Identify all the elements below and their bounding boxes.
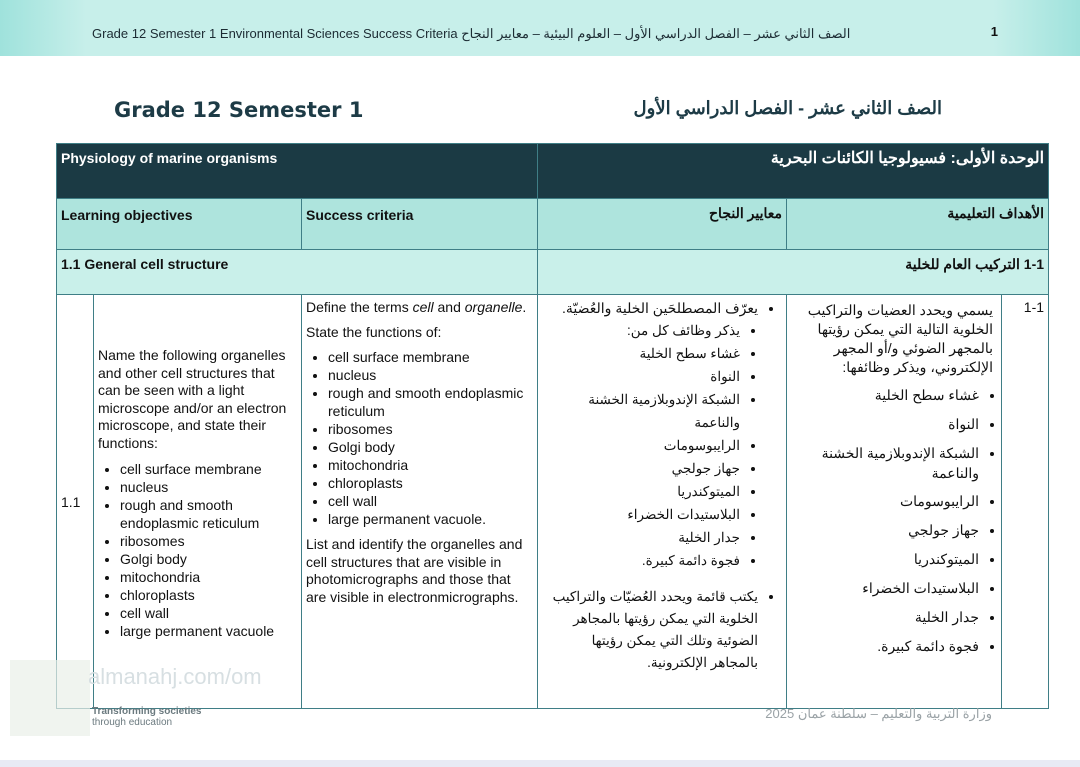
list-item: • الشبكة الإندوبلازمية الخشنة والناعمة <box>795 443 979 483</box>
list-item: • يكتب قائمة ويحدد العُضيّات والتراكيب الخلوية التي يمكن رؤيتها بالمجاهر الضوئية وتلك التي يمكن رؤيتها بالمجاهر الإلكترونية. <box>544 586 758 674</box>
list-item: • فجوة دائمة كبيرة. <box>795 632 979 661</box>
term-organelle: organelle <box>464 299 523 315</box>
lo-ar-list <box>795 381 993 661</box>
sc-ar-cell <box>538 295 787 709</box>
sc-en-list-text: List and identify the organelles and cell structures that are visible in photomicrographs and those that are visible in electronmicrographs. <box>306 536 523 605</box>
list-item: • يذكر وظائف كل من: <box>544 319 740 342</box>
sc-en-cell <box>302 295 538 709</box>
list-item: • large permanent vacuole <box>120 622 297 640</box>
list-item: • جدار الخلية <box>795 603 979 632</box>
ministry-logo <box>10 660 90 736</box>
sc-ar-sublist <box>544 319 780 572</box>
list-item: • cell surface membrane <box>120 460 297 478</box>
lo-en-intro: Name the following organelles and other cell structures that can be seen with a light microscope and/or an electron microscope, and state their functions: <box>98 347 287 451</box>
sc-en-list <box>306 348 533 528</box>
list-item: • جهاز جولجي <box>544 457 740 480</box>
list-item: • الميتوكندريا <box>795 545 979 574</box>
list-item: • rough and smooth endoplasmic reticulum <box>328 384 533 420</box>
section-title-ar: 1-1 التركيب العام للخلية <box>538 250 1049 295</box>
list-item: • الشبكة الإندوبلازمية الخشنة والناعمة <box>544 388 740 434</box>
list-item: • غشاء سطح الخلية <box>795 381 979 410</box>
unit-title-ar: الوحدة الأولى: فسيولوجيا الكائنات البحرية <box>538 144 1049 199</box>
list-item: • nucleus <box>120 478 297 496</box>
header-band <box>0 0 1080 56</box>
sc-ar-list-2 <box>544 586 780 674</box>
list-item: • النواة <box>795 410 979 439</box>
list-item: • rough and smooth endoplasmic reticulum <box>120 496 297 532</box>
tagline-line-2: through education <box>92 717 173 728</box>
section-title-en: 1.1 General cell structure <box>57 250 538 295</box>
list-item: • ribosomes <box>328 420 533 438</box>
list-item: • الرايبوسومات <box>544 434 740 457</box>
lo-ar-intro: يسمي ويحدد العضيات والتراكيب الخلوية التالية التي يمكن رؤيتها بالمجهر الضوئي و/أو المجهر الإلكتروني، ويذكر وظائفها: <box>807 302 993 375</box>
unit-title-en: Physiology of marine organisms <box>57 144 538 199</box>
text: Define the terms <box>306 299 413 315</box>
list-item: • Golgi body <box>120 550 297 568</box>
list-item: • mitochondria <box>120 568 297 586</box>
sc-en-state: State the functions of: <box>306 323 442 340</box>
header-text: Grade 12 Semester 1 Environmental Sciences Success Criteria الصف الثاني عشر – الفصل الدراسي الأول – العلوم البيئية – معايير النجاح <box>92 26 851 41</box>
list-item: • Golgi body <box>328 438 533 456</box>
success-criteria-table <box>56 143 1049 709</box>
text: . <box>522 299 527 315</box>
list-item: • يعرّف المصطلحَين الخلية والعُضيّة. <box>544 297 758 319</box>
col-learning-objectives-ar: الأهداف التعليمية <box>787 199 1049 250</box>
term-cell: cell <box>412 299 434 315</box>
list-item: • فجوة دائمة كبيرة. <box>544 549 740 572</box>
lo-ar-cell <box>787 295 1002 709</box>
list-item: • nucleus <box>328 366 533 384</box>
list-item: • mitochondria <box>328 456 533 474</box>
list-item: • البلاستيدات الخضراء <box>544 503 740 526</box>
row-code-ar: 1-1 <box>1002 295 1049 709</box>
list-item: • cell wall <box>120 604 297 622</box>
list-item: • large permanent vacuole. <box>328 510 533 528</box>
footer-tagline <box>92 706 201 728</box>
list-item: • chloroplasts <box>120 586 297 604</box>
list-item: • الميتوكندريا <box>544 480 740 503</box>
list-item: • chloroplasts <box>328 474 533 492</box>
col-success-criteria-ar: معايير النجاح <box>538 199 787 250</box>
watermark: almanahj.com/om <box>88 664 262 689</box>
list-item: • النواة <box>544 365 740 388</box>
sc-en-define <box>306 299 533 317</box>
page-number: 1 <box>990 24 998 39</box>
row-code-en: 1.1 <box>57 295 94 709</box>
list-item: • جدار الخلية <box>544 526 740 549</box>
lo-en-list <box>98 460 297 640</box>
page-title-en: Grade 12 Semester 1 <box>114 98 364 122</box>
lo-en-cell <box>94 295 302 709</box>
page-title-ar: الصف الثاني عشر - الفصل الدراسي الأول <box>633 98 942 118</box>
list-item: • ribosomes <box>120 532 297 550</box>
list-item: • cell surface membrane <box>328 348 533 366</box>
list-item: • cell wall <box>328 492 533 510</box>
list-item: • غشاء سطح الخلية <box>544 342 740 365</box>
sc-ar-list-main <box>544 297 780 319</box>
tagline-line-1: Transforming societies <box>92 706 202 717</box>
list-item: • الرايبوسومات <box>795 487 979 516</box>
col-learning-objectives: Learning objectives <box>57 199 302 250</box>
footer-ministry: وزارة التربية والتعليم – سلطنة عمان 2025 <box>765 706 992 721</box>
bottom-strip <box>0 760 1080 767</box>
list-item: • جهاز جولجي <box>795 516 979 545</box>
col-success-criteria: Success criteria <box>302 199 538 250</box>
list-item: • البلاستيدات الخضراء <box>795 574 979 603</box>
text: and <box>433 299 465 315</box>
